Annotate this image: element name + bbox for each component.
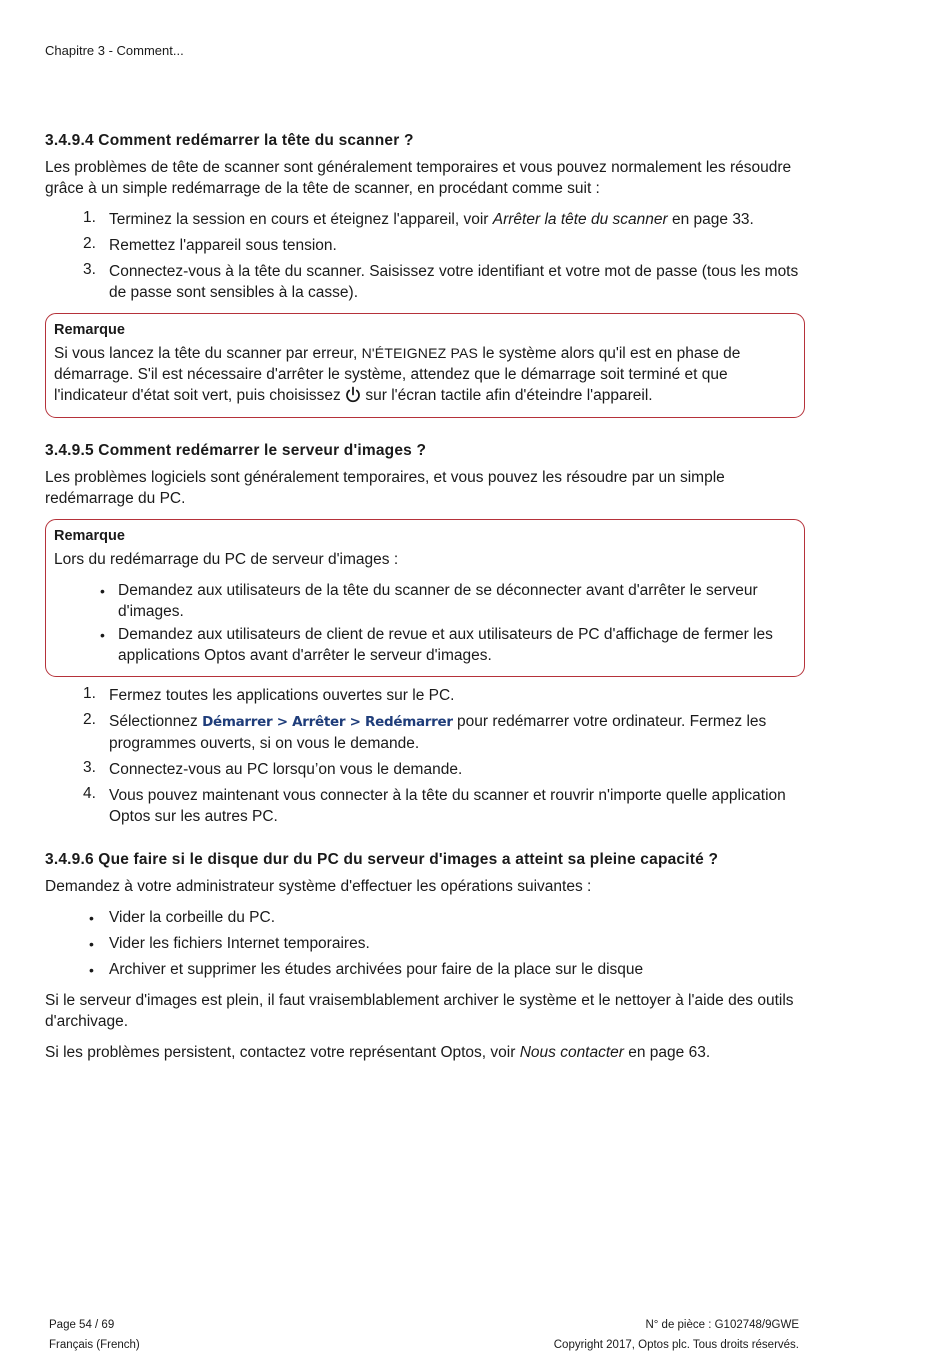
section-intro: Les problèmes logiciels sont généralement temporaires, et vous pouvez les résoudre par un simple redémarrage du PC. bbox=[45, 469, 725, 507]
list-item: 1. Terminez la session en cours et éteignez l'appareil, voir Arrêter la tête du scanner en page 33. bbox=[83, 209, 754, 228]
list-item: • Demandez aux utilisateurs de la tête du scanner de se déconnecter avant d'arrêter le serveur d'images. bbox=[54, 580, 796, 622]
bullet-list bbox=[45, 907, 805, 980]
chapter-header: Chapitre 3 - Comment... bbox=[45, 43, 184, 58]
list-item: • Vider la corbeille du PC. bbox=[45, 907, 805, 928]
section-intro: Demandez à votre administrateur système d'effectuer les opérations suivantes : bbox=[45, 878, 592, 895]
note-title: Remarque bbox=[54, 528, 125, 544]
language-label: Français (French) bbox=[49, 1339, 140, 1351]
section-intro: Les problèmes de tête de scanner sont généralement temporaires et vous pouvez normalement les résoudre grâce à un simple redémarrage de la tête de scanner, en procédant comme suit : bbox=[45, 159, 792, 197]
note-title: Remarque bbox=[54, 322, 125, 338]
note-box: Remarque Lors du redémarrage du PC de serveur d'images : • Demandez aux utilisateurs de la tête du scanner de se déconnecter avant d'arrêter le serveur d'images. • Demandez aux utilisateurs de client de revue et aux utilisateurs de PC d'affichage de fermer les applications Optos avant d'arrêter le serveur d'images. bbox=[45, 519, 805, 677]
page-content bbox=[45, 130, 805, 1073]
menu-path: Démarrer > Arrêter > Redémarrer bbox=[202, 714, 453, 730]
list-item: 4. Vous pouvez maintenant vous connecter à la tête du scanner et rouvrir n'importe quelle application Optos sur les autres PC. bbox=[83, 785, 786, 825]
section-title-3-4-9-6: 3.4.9.6 Que faire si le disque dur du PC du serveur d'images a atteint sa pleine capacité ? bbox=[45, 851, 719, 868]
power-icon bbox=[345, 386, 361, 409]
caps-warning: N'ÉTEIGNEZ PAS bbox=[361, 345, 479, 361]
list-item: • Vider les fichiers Internet temporaires. bbox=[45, 933, 805, 954]
list-item: • Demandez aux utilisateurs de client de revue et aux utilisateurs de PC d'affichage de fermer les applications Optos avant d'arrêter le serveur d'images. bbox=[54, 624, 796, 666]
copyright: Copyright 2017, Optos plc. Tous droits réservés. bbox=[553, 1339, 799, 1351]
part-number: N° de pièce : G102748/9GWE bbox=[645, 1319, 799, 1331]
list-item: • Archiver et supprimer les études archivées pour faire de la place sur le disque bbox=[45, 959, 805, 980]
section-title-3-4-9-4: 3.4.9.4 Comment redémarrer la tête du scanner ? bbox=[45, 132, 414, 149]
cross-reference-link[interactable]: Nous contacter bbox=[519, 1044, 624, 1061]
list-item: 2. Sélectionnez Démarrer > Arrêter > Redémarrer pour redémarrer votre ordinateur. Fermez les programmes ouverts, si on vous le demande. bbox=[83, 711, 767, 752]
note-box: Remarque Si vous lancez la tête du scanner par erreur, N'ÉTEIGNEZ PAS le système alors qu'il est en phase de démarrage. S'il est nécessaire d'arrêter le système, attendez que le démarrage soit terminé et que l'indicateur d'état soit vert, puis choisissez sur l'écran tactile afin d'éteindre l'appareil. bbox=[45, 313, 805, 418]
paragraph: Si les problèmes persistent, contactez votre représentant Optos, voir Nous contacter en page 63. bbox=[45, 1044, 711, 1061]
list-item: 2. Remettez l'appareil sous tension. bbox=[83, 235, 337, 254]
steps-list bbox=[45, 209, 805, 303]
section-title-3-4-9-5: 3.4.9.5 Comment redémarrer le serveur d'images ? bbox=[45, 442, 427, 459]
list-item: 3. Connectez-vous au PC lorsqu’on vous le demande. bbox=[83, 759, 463, 778]
note-bullet-list bbox=[54, 580, 796, 666]
cross-reference-link[interactable]: Arrêter la tête du scanner bbox=[492, 211, 668, 228]
list-item: 1. Fermez toutes les applications ouvertes sur le PC. bbox=[83, 685, 455, 704]
list-item: 3. Connectez-vous à la tête du scanner. Saisissez votre identifiant et votre mot de passe (tous les mots de passe sont sensibles à la casse). bbox=[83, 261, 799, 301]
steps-list bbox=[45, 685, 805, 827]
paragraph: Si le serveur d'images est plein, il faut vraisemblablement archiver le système et le nettoyer à l'aide des outils d'archivage. bbox=[45, 992, 794, 1030]
page-number: Page 54 / 69 bbox=[49, 1319, 115, 1331]
